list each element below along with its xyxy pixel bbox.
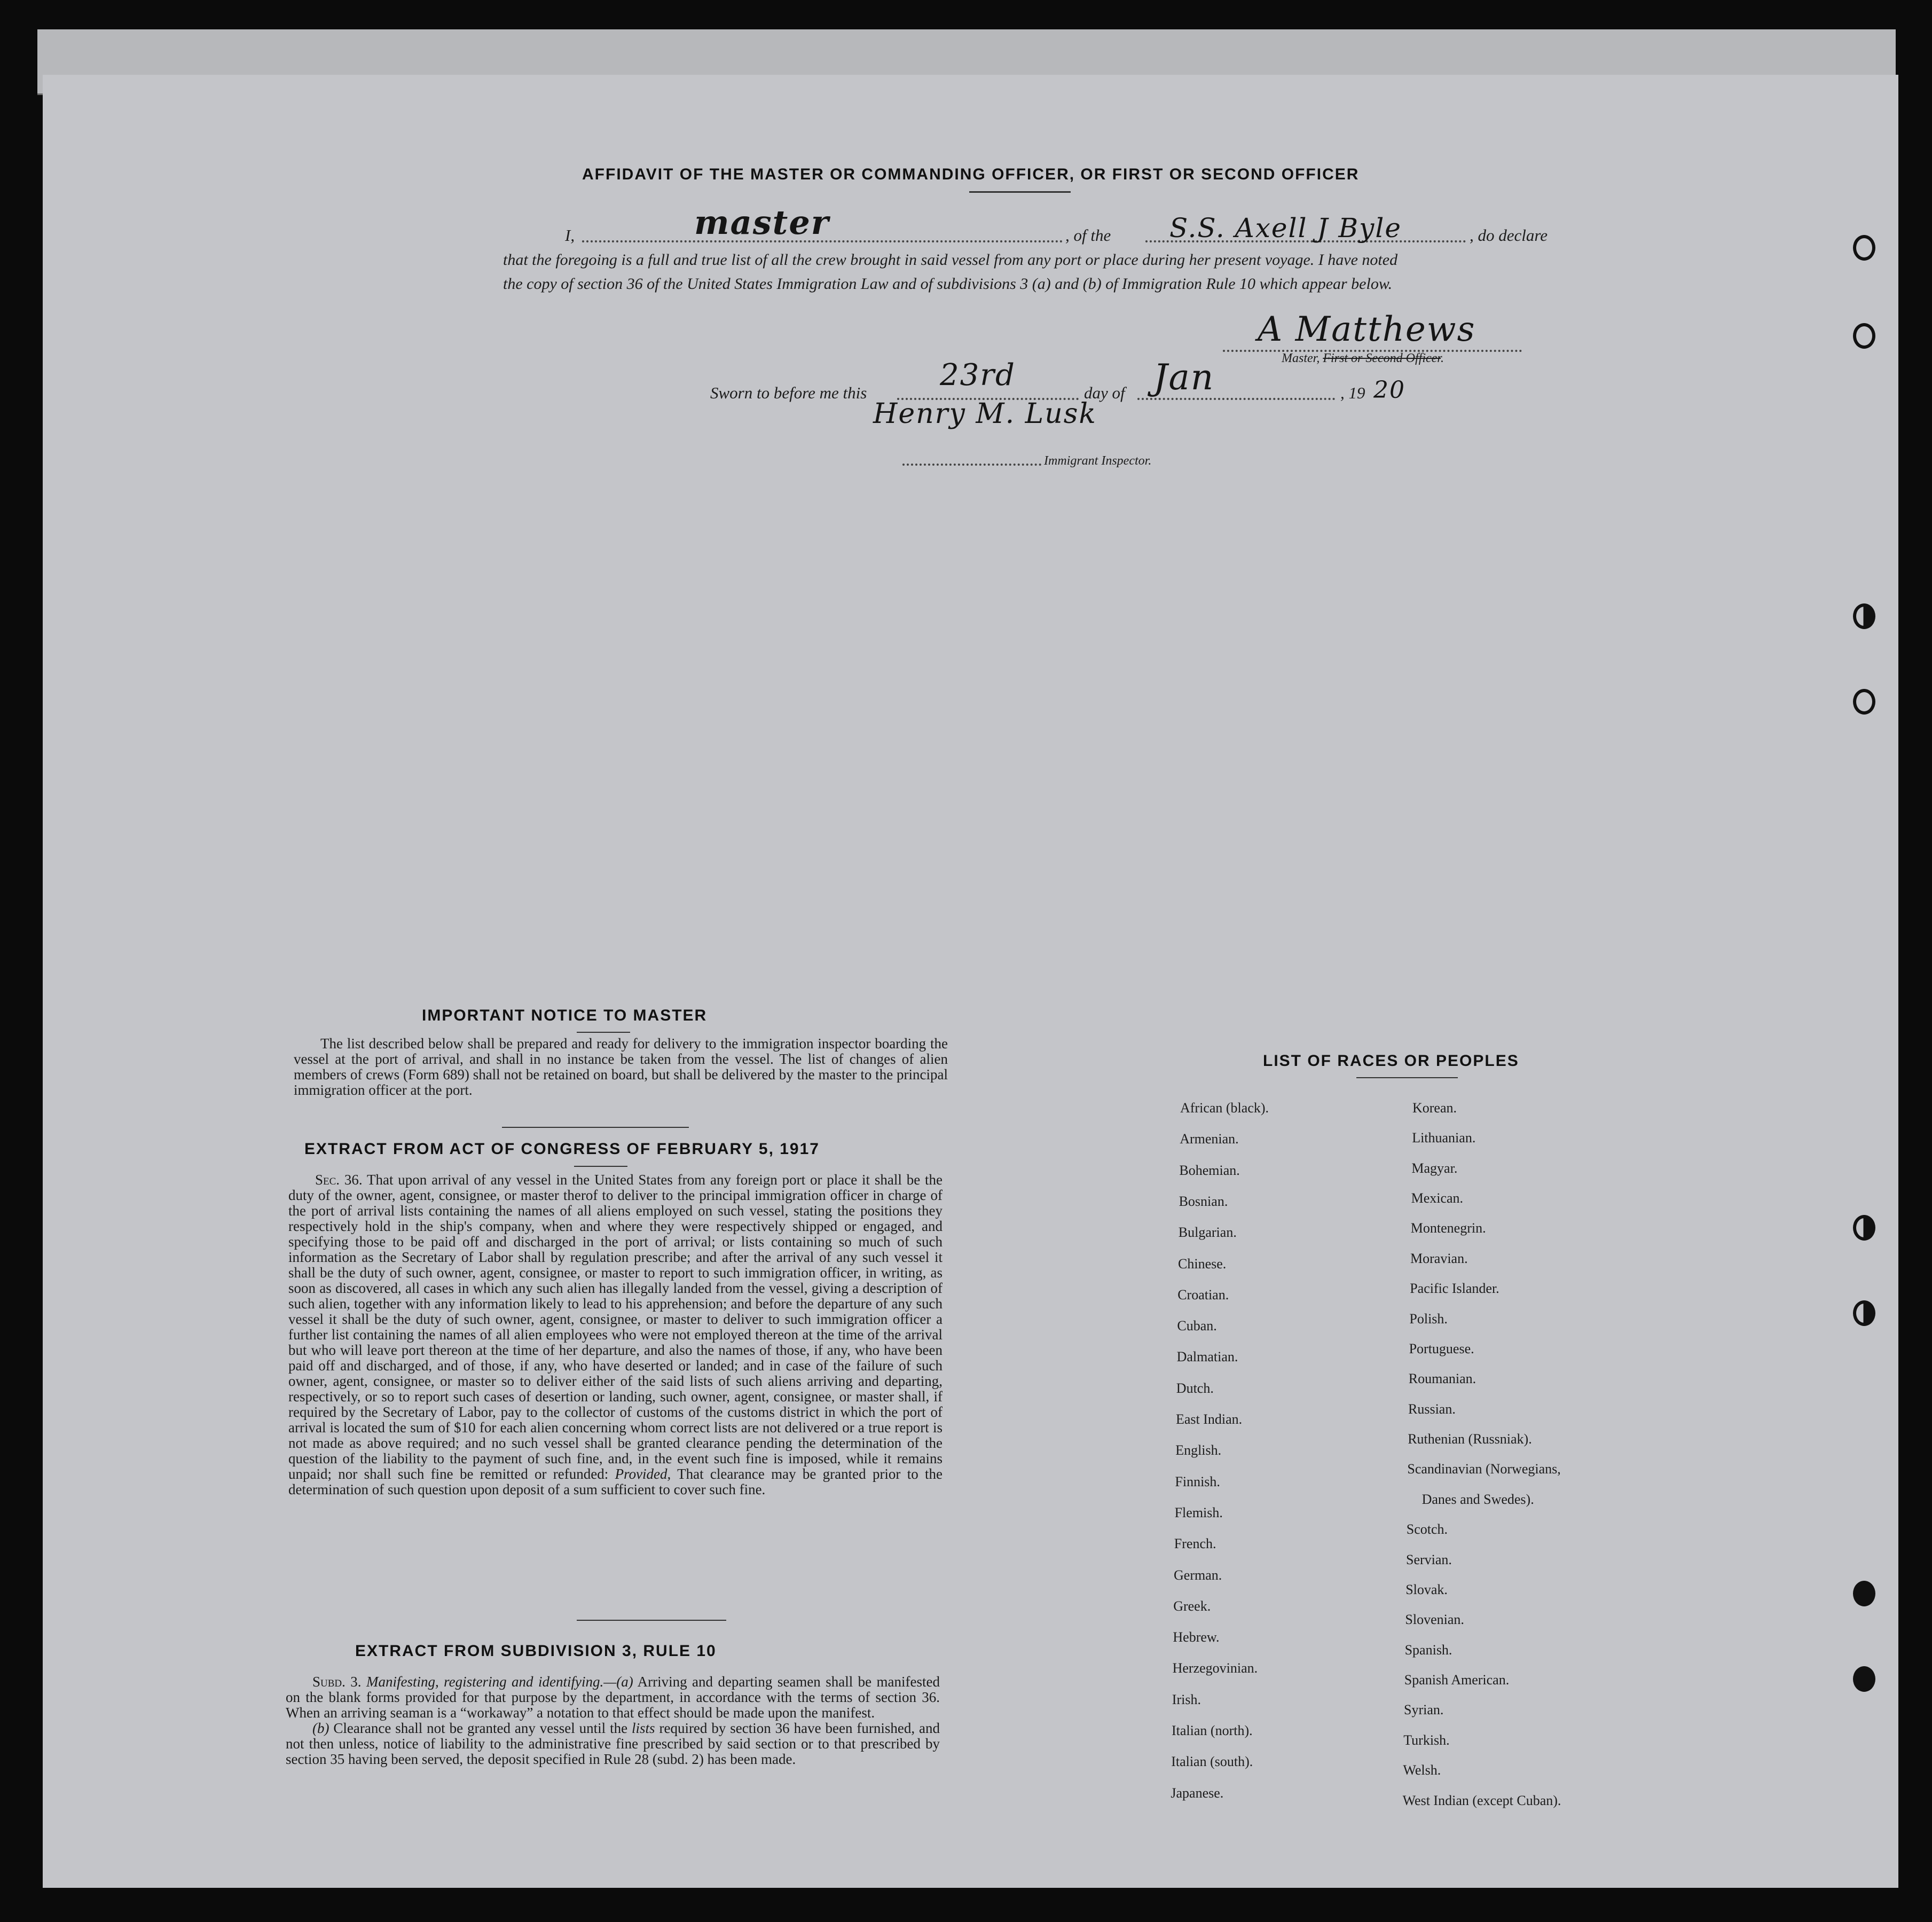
race-item: Flemish. (1174, 1504, 1223, 1520)
race-item: French. (1174, 1536, 1216, 1552)
act-title-rule (574, 1166, 627, 1167)
race-item: Finnish. (1175, 1473, 1220, 1489)
notice-title-rule (577, 1032, 630, 1033)
race-item: Spanish American. (1404, 1672, 1510, 1688)
race-item: Welsh. (1403, 1762, 1441, 1778)
race-item: Slovenian. (1405, 1612, 1464, 1628)
inspector-signature-line (902, 464, 1041, 466)
race-item: Dutch. (1176, 1380, 1214, 1396)
sworn-day-of: day of (1084, 383, 1125, 402)
master-signature: A Matthews (1258, 310, 1476, 349)
affidavit-line2: that the foregoing is a full and true list of all the crew brought in said vessel from any port or place during her present voyage. I have noted (503, 251, 1398, 269)
race-item: Scandinavian (Norwegians, (1407, 1461, 1561, 1477)
rule10-b-text-2: required by section 36 have been furnished, and not then unless, notice of liability to the administrative fine prescribed by said section or to that prescribed by section 35 having been served, the deposit specified in Rule 28 (subd. 2) has been made. (286, 1720, 940, 1767)
sworn-year-prefix: , 19 (1340, 383, 1365, 402)
race-item: Italian (north). (1172, 1723, 1253, 1738)
affidavit-line3: the copy of section 36 of the United States Immigration Law and of subdivisions 3 (a) and (b) of Immigration Rule 10 which appear below. (503, 275, 1393, 293)
race-item: Cuban. (1177, 1318, 1217, 1334)
rule10-subd-heading: Manifesting, registering and identifying. (366, 1674, 604, 1690)
rule10-a-label: —(a) (603, 1674, 633, 1690)
race-item: Moravian. (1410, 1250, 1468, 1266)
binder-hole (1853, 323, 1875, 349)
notice-title: IMPORTANT NOTICE TO MASTER (422, 1007, 708, 1024)
race-item: Spanish. (1404, 1642, 1452, 1658)
race-item: East Indian. (1176, 1411, 1243, 1427)
act-text (288, 1172, 943, 1497)
affidavit-line1-suffix: , do declare (1470, 226, 1548, 245)
race-item: Servian. (1406, 1551, 1452, 1567)
race-item: Magyar. (1411, 1160, 1458, 1176)
binder-hole (1853, 1581, 1875, 1606)
race-item: Herzegovinian. (1172, 1660, 1258, 1676)
race-item: Korean. (1412, 1100, 1457, 1116)
sworn-month-handwritten: Jan (1153, 357, 1215, 398)
binder-hole (1853, 1300, 1875, 1326)
race-item: Lithuanian. (1412, 1130, 1476, 1146)
sworn-month-line (1137, 398, 1335, 400)
race-item: Bulgarian. (1178, 1225, 1237, 1241)
notice-divider (502, 1127, 689, 1128)
rule10-text (286, 1674, 940, 1767)
binder-hole (1853, 235, 1875, 261)
race-item: Scotch. (1406, 1521, 1448, 1537)
document-page (43, 75, 1898, 1888)
caption-end: . (1440, 351, 1444, 365)
rule10-b-label: (b) (312, 1720, 329, 1736)
race-item: English. (1175, 1442, 1222, 1458)
caption-struck-officer: First or Second Officer (1323, 351, 1441, 365)
affidavit-title-rule (969, 191, 1071, 193)
binder-hole (1853, 603, 1875, 629)
races-title: LIST OF RACES OR PEOPLES (1263, 1052, 1519, 1070)
affidavit-title: AFFIDAVIT OF THE MASTER OR COMMANDING OFFICER, OR FIRST OR SECOND OFFICER (582, 166, 1360, 183)
race-item: Japanese. (1171, 1785, 1224, 1801)
rule10-title: EXTRACT FROM SUBDIVISION 3, RULE 10 (355, 1642, 717, 1660)
race-item: West Indian (except Cuban). (1402, 1792, 1561, 1808)
race-item: Roumanian. (1408, 1371, 1477, 1387)
race-item: Bohemian. (1179, 1162, 1240, 1178)
race-item: Polish. (1409, 1311, 1448, 1327)
notice-paragraph: The list described below shall be prepared and ready for delivery to the immigration inspector boarding the vessel at the port of arrival, and shall in no instance be taken from the vessel. The list of changes of alien members of crews (Form 689) shall not be retained on board, but shall be delivered by the master to the principal immigration officer at the port. (294, 1035, 948, 1098)
inspector-caption: Immigrant Inspector. (1044, 454, 1152, 468)
race-item: Irish. (1172, 1691, 1201, 1707)
race-item: Montenegrin. (1410, 1220, 1486, 1236)
rule10-b-text-1: Clearance shall not be granted any vessel until the (333, 1720, 628, 1736)
race-item: Croatian. (1177, 1286, 1229, 1303)
sworn-day-handwritten: 23rd (940, 358, 1016, 393)
vessel-handwritten-name: S.S. Axell J Byle (1169, 213, 1402, 244)
race-item: Turkish. (1403, 1732, 1450, 1748)
race-item: Mexican. (1411, 1190, 1464, 1206)
race-item: Italian (south). (1171, 1754, 1253, 1770)
race-item: Hebrew. (1173, 1629, 1220, 1645)
race-item: Ruthenian (Russniak). (1408, 1431, 1532, 1447)
rule10-a-text: Arriving and departing seamen shall be manifested on the blank forms provided for that purpose by the department, in accordance with the terms of section 36. When an arriving seaman is a “workaway” a notation to that effect should be made upon the manifest. (286, 1674, 940, 1721)
affidavit-line1-prefix: I, (565, 226, 575, 245)
affidavit-line1-of-the: , of the (1065, 226, 1111, 245)
sworn-year-handwritten: 20 (1373, 376, 1405, 404)
act-paragraph-end: That clearance may be granted prior to the determination of such question upon deposit of a sum sufficient to cover such fine. (288, 1466, 943, 1497)
race-item: Russian. (1408, 1401, 1456, 1417)
master-handwritten-name: master (694, 203, 830, 242)
caption-master: Master, (1282, 351, 1320, 365)
race-item: Pacific Islander. (1410, 1281, 1499, 1297)
binder-hole (1853, 1215, 1875, 1241)
inspector-signature: Henry M. Lusk (873, 398, 1097, 430)
act-title: EXTRACT FROM ACT OF CONGRESS OF FEBRUARY 5, 1917 (304, 1140, 820, 1158)
race-item: Dalmatian. (1176, 1349, 1238, 1365)
race-item: Danes and Swedes). (1421, 1491, 1534, 1507)
act-section-label: Sec. 36. (315, 1172, 363, 1188)
notice-text (294, 1036, 948, 1098)
binder-hole (1853, 689, 1875, 715)
race-item: Portuguese. (1409, 1340, 1474, 1356)
race-item: Slovak. (1405, 1581, 1448, 1597)
races-title-rule (1356, 1077, 1458, 1078)
race-item: Bosnian. (1179, 1193, 1228, 1209)
rule10-subd-label: Subd. 3. (312, 1674, 362, 1690)
sworn-prefix: Sworn to before me this (710, 383, 867, 402)
master-signature-caption (1282, 351, 1444, 366)
act-divider (577, 1620, 726, 1621)
act-provided: Provided, (615, 1466, 671, 1482)
act-paragraph: That upon arrival of any vessel in the United States from any foreign port or place it shall be the duty of the owner, agent, consignee, or master therof to deliver to the principal immigration officer in charge of the port of arrival lists containing the names of all aliens employed on such vessel, stating the positions they respectively hold in the ship's company, when and where they were respectively shipped or engaged, and specifying those to be paid off and discharged in the port of arrival; or lists containing so much of such information as the Secretary of Labor shall by regulation prescribe; and after the arrival of any such vessel it shall be the duty of such owner, agent, consignee, or master to report to such immigration officer, in writing, as soon as discovered, all cases in which any such alien has illegally landed from the vessel, giving a description of such alien, together with any information likely to lead to his apprehension; and before the departure of any such vessel it shall be the duty of such owner, agent, consignee, or master to deliver to such immigration officer a further list containing the names of all alien employees who were not employed thereon at the time of the arrival but who will leave port thereon at the time of her departure, and also the names of those, if any, who have been paid off and discharged, and of those, if any, who have deserted or landed; and in case of the failure of such owner, agent, consignee, or master so to deliver either of the said lists of such aliens arriving and departing, respectively, or so to report such cases of desertion or landing, such owner, agent, consignee, or master shall, if required by the Secretary of Labor, pay to the collector of customs of the customs district in which the port of arrival is located the sum of $10 for each alien concerning whom correct lists are not delivered or a true report is not made as above required; and no such vessel shall be granted clearance pending the determination of the question of the liability to the payment of such fine, and, in the event such fine is imposed, while it remains unpaid; nor shall such fine be remitted or refunded: (288, 1172, 943, 1482)
binder-hole (1853, 1666, 1875, 1692)
race-item: Armenian. (1180, 1131, 1239, 1147)
race-item: African (black). (1180, 1100, 1269, 1116)
race-item: Syrian. (1404, 1702, 1444, 1718)
rule10-b-lists: lists (632, 1720, 655, 1736)
race-item: Chinese. (1178, 1256, 1227, 1272)
race-item: German. (1174, 1567, 1222, 1583)
race-item: Greek. (1173, 1598, 1211, 1614)
